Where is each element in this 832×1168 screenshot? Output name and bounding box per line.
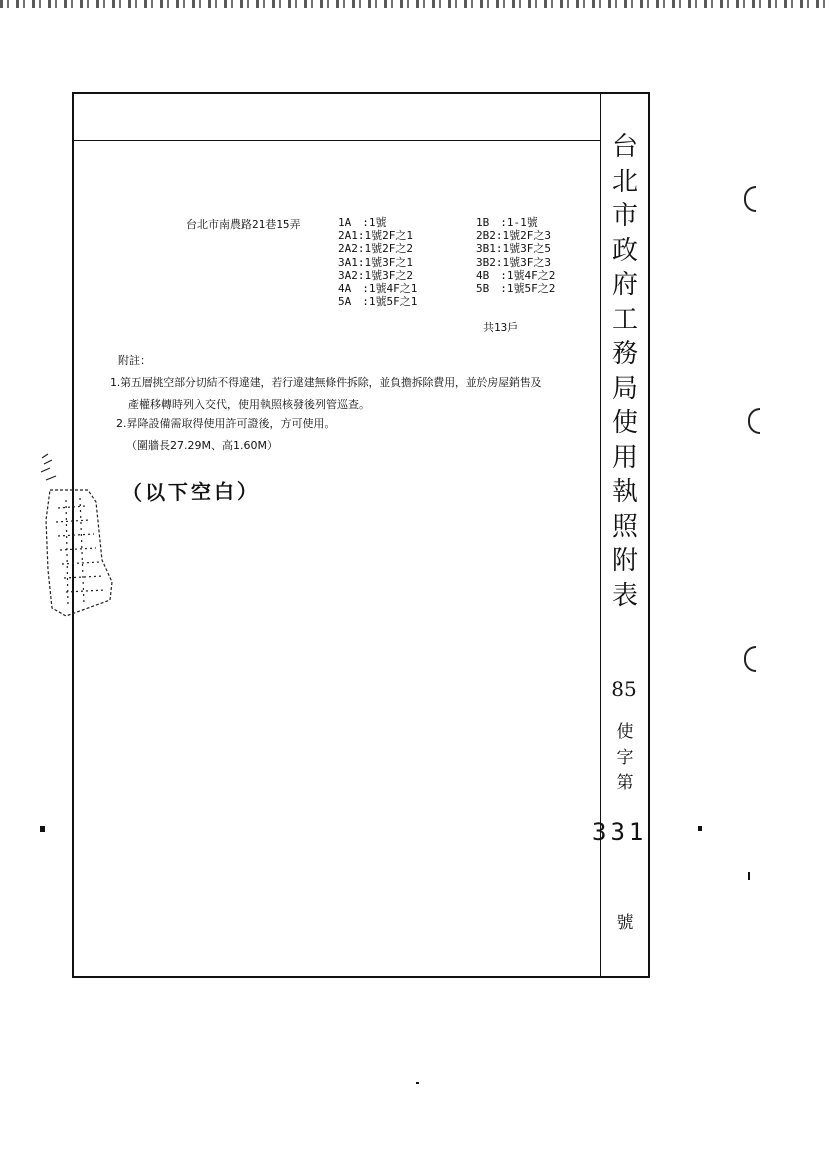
unit-entry: 5A :1號5F之1 (338, 295, 418, 309)
unit-entry: 3A1:1號3F之1 (338, 255, 413, 269)
unit-list-left (338, 216, 417, 308)
unit-entry: 2A2:1號2F之2 (338, 242, 413, 256)
unit-entry: 1A :1號 (338, 216, 387, 229)
unit-list-right (476, 216, 555, 295)
unit-entry: 4B :1號4F之2 (476, 268, 556, 282)
punch-hole-mark (744, 186, 756, 212)
unit-entry: 2A1:1號2F之1 (338, 229, 413, 243)
unit-entry: 2B2:1號2F之3 (476, 229, 551, 243)
scan-speck (748, 872, 750, 880)
scan-speck (40, 826, 45, 832)
unit-entry: 3B2:1號3F之3 (476, 255, 551, 269)
header-rule (74, 140, 601, 141)
note-1-line-1: 1.第五層挑空部分切結不得違建，若行違建無條件拆除，並負擔拆除費用，並於房屋銷售及 (110, 376, 542, 389)
note-3: （圍牆長27.29M、高1.60M） (126, 439, 278, 452)
blank-remark-handwritten: （以下空白） (121, 478, 261, 506)
unit-entry: 3B1:1號3F之5 (476, 242, 551, 256)
punch-hole-mark (748, 408, 760, 434)
number-suffix: 號 (616, 913, 634, 933)
unit-entry: 1B :1-1號 (476, 216, 538, 229)
note-2: 2.昇降設備需取得使用許可證後，方可使用。 (116, 417, 336, 430)
unit-total: 共13戶 (483, 321, 519, 334)
document-title: 台北市政府工務局使用執照附表 (611, 132, 638, 611)
word-char-1: 使 (616, 722, 634, 742)
scan-speck (416, 1082, 419, 1084)
official-seal-stamp (36, 450, 116, 620)
scan-speck (698, 826, 702, 831)
unit-entry: 4A :1號4F之1 (338, 282, 418, 296)
note-1-line-2: 產權移轉時列入交代，使用執照核發後列管巡查。 (128, 398, 370, 411)
word-char-3: 第 (616, 773, 634, 793)
serial-prefix: 85 (611, 677, 637, 701)
unit-entry: 5B :1號5F之2 (476, 282, 556, 296)
scan-header-strip (0, 0, 832, 8)
word-char-2: 字 (616, 748, 634, 768)
punch-hole-mark (744, 646, 756, 672)
notes-heading: 附註： (118, 354, 151, 367)
unit-entry: 3A2:1號3F之2 (338, 268, 413, 282)
permit-number: 331 (592, 818, 648, 846)
site-address: 台北市南農路21巷15弄 (186, 218, 301, 231)
